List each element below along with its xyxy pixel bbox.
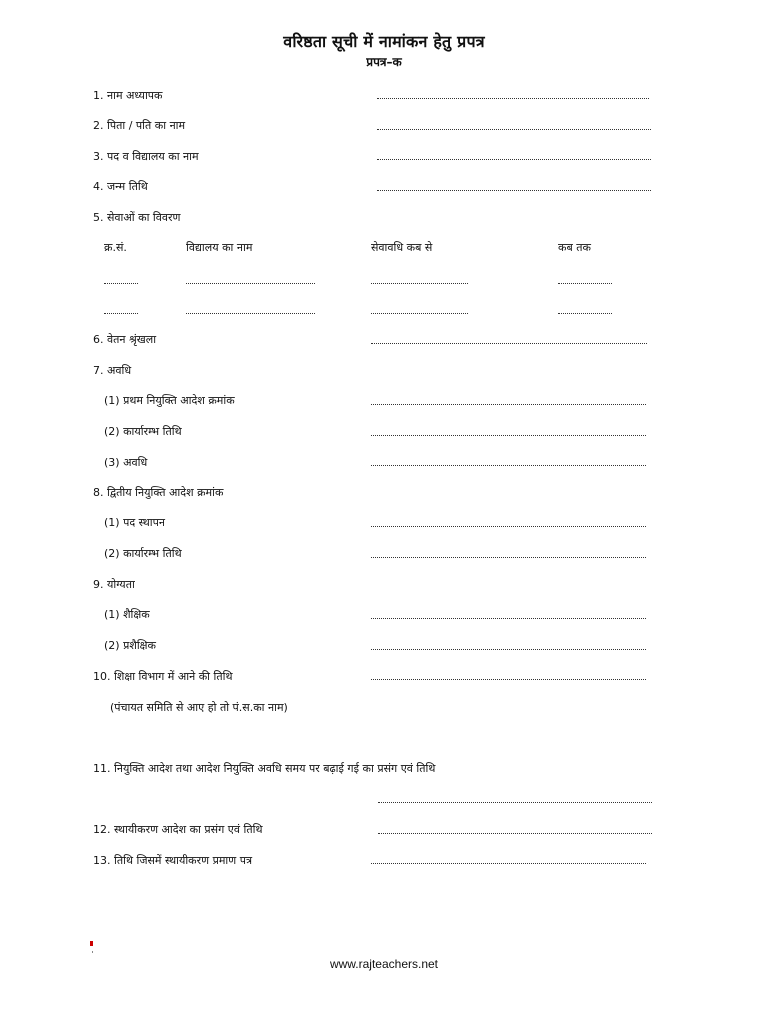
field-label-education-dept-joining-date: 10. शिक्षा विभाग में आने की तिथि [93,670,233,683]
page-mark [90,941,93,946]
table-row-1-from-blank[interactable] [371,283,468,284]
page-mark-dot [92,951,93,953]
field-label-period: 7. अवधि [93,364,132,377]
pay-scale-blank[interactable] [371,343,647,344]
joining-date-2-blank[interactable] [371,557,646,558]
table-header-school-name: विद्यालय का नाम [186,241,253,254]
joining-date-1-blank[interactable] [371,435,646,436]
academic-qualification-blank[interactable] [371,618,646,619]
panchayat-samiti-note: (पंचायत समिति से आए हो तो पं.स.का नाम) [110,701,288,714]
table-row-1-school-blank[interactable] [186,283,315,284]
table-header-service-from: सेवावधि कब से [371,241,433,254]
teacher-name-blank[interactable] [377,98,649,99]
field-label-joining-date-2: (2) कार्यारम्भ तिथि [104,547,182,560]
field-label-second-appointment-order: 8. द्वितीय नियुक्ति आदेश क्रमांक [93,486,224,499]
field-label-academic: (1) शैक्षिक [104,608,150,621]
table-row-2-serial-blank[interactable] [104,313,138,314]
field-label-period-sub: (3) अवधि [104,456,148,469]
field-label-confirmation-certificate-date: 13. तिथि जिसमें स्थायीकरण प्रमाण पत्र [93,854,253,867]
field-label-service-details: 5. सेवाओं का विवरण [93,211,181,224]
table-header-service-to: कब तक [558,241,591,254]
post-school-name-blank[interactable] [377,159,651,160]
field-label-professional: (2) प्रशैक्षिक [104,639,157,652]
field-label-first-appointment-order: (1) प्रथम नियुक्ति आदेश क्रमांक [104,394,235,407]
date-of-birth-blank[interactable] [377,190,651,191]
confirmation-order-blank[interactable] [378,833,652,834]
table-row-2-from-blank[interactable] [371,313,468,314]
posting-blank[interactable] [371,526,646,527]
confirmation-certificate-date-blank[interactable] [371,863,646,864]
father-husband-name-blank[interactable] [377,129,651,130]
appointment-extension-blank[interactable] [378,802,652,803]
field-label-appointment-extension: 11. नियुक्ति आदेश तथा आदेश नियुक्ति अवधि समय पर बढ़ाई गई का प्रसंग एवं तिथि [93,762,436,775]
field-label-posting: (1) पद स्थापन [104,516,165,529]
form-title: वरिष्ठता सूची में नामांकन हेतु प्रपत्र [283,32,485,51]
professional-qualification-blank[interactable] [371,649,646,650]
field-label-pay-scale: 6. वेतन श्रृंखला [93,333,157,346]
period-sub-blank[interactable] [371,465,646,466]
field-label-qualification: 9. योग्यता [93,578,135,591]
table-header-serial: क्र.सं. [104,241,127,254]
table-row-2-to-blank[interactable] [558,313,612,314]
field-label-father-husband-name: 2. पिता / पति का नाम [93,119,186,132]
first-appointment-order-blank[interactable] [371,404,646,405]
education-dept-joining-date-blank[interactable] [371,679,646,680]
field-label-date-of-birth: 4. जन्म तिथि [93,180,148,193]
field-label-post-school-name: 3. पद व विद्यालय का नाम [93,150,199,163]
footer-website[interactable]: www.rajteachers.net [329,957,439,971]
field-label-joining-date-1: (2) कार्यारम्भ तिथि [104,425,182,438]
form-subtitle: प्रपत्र–क [366,55,402,69]
table-row-2-school-blank[interactable] [186,313,315,314]
table-row-1-serial-blank[interactable] [104,283,138,284]
field-label-teacher-name: 1. नाम अध्यापक [93,89,163,102]
field-label-confirmation-order: 12. स्थायीकरण आदेश का प्रसंग एवं तिथि [93,823,263,836]
table-row-1-to-blank[interactable] [558,283,612,284]
